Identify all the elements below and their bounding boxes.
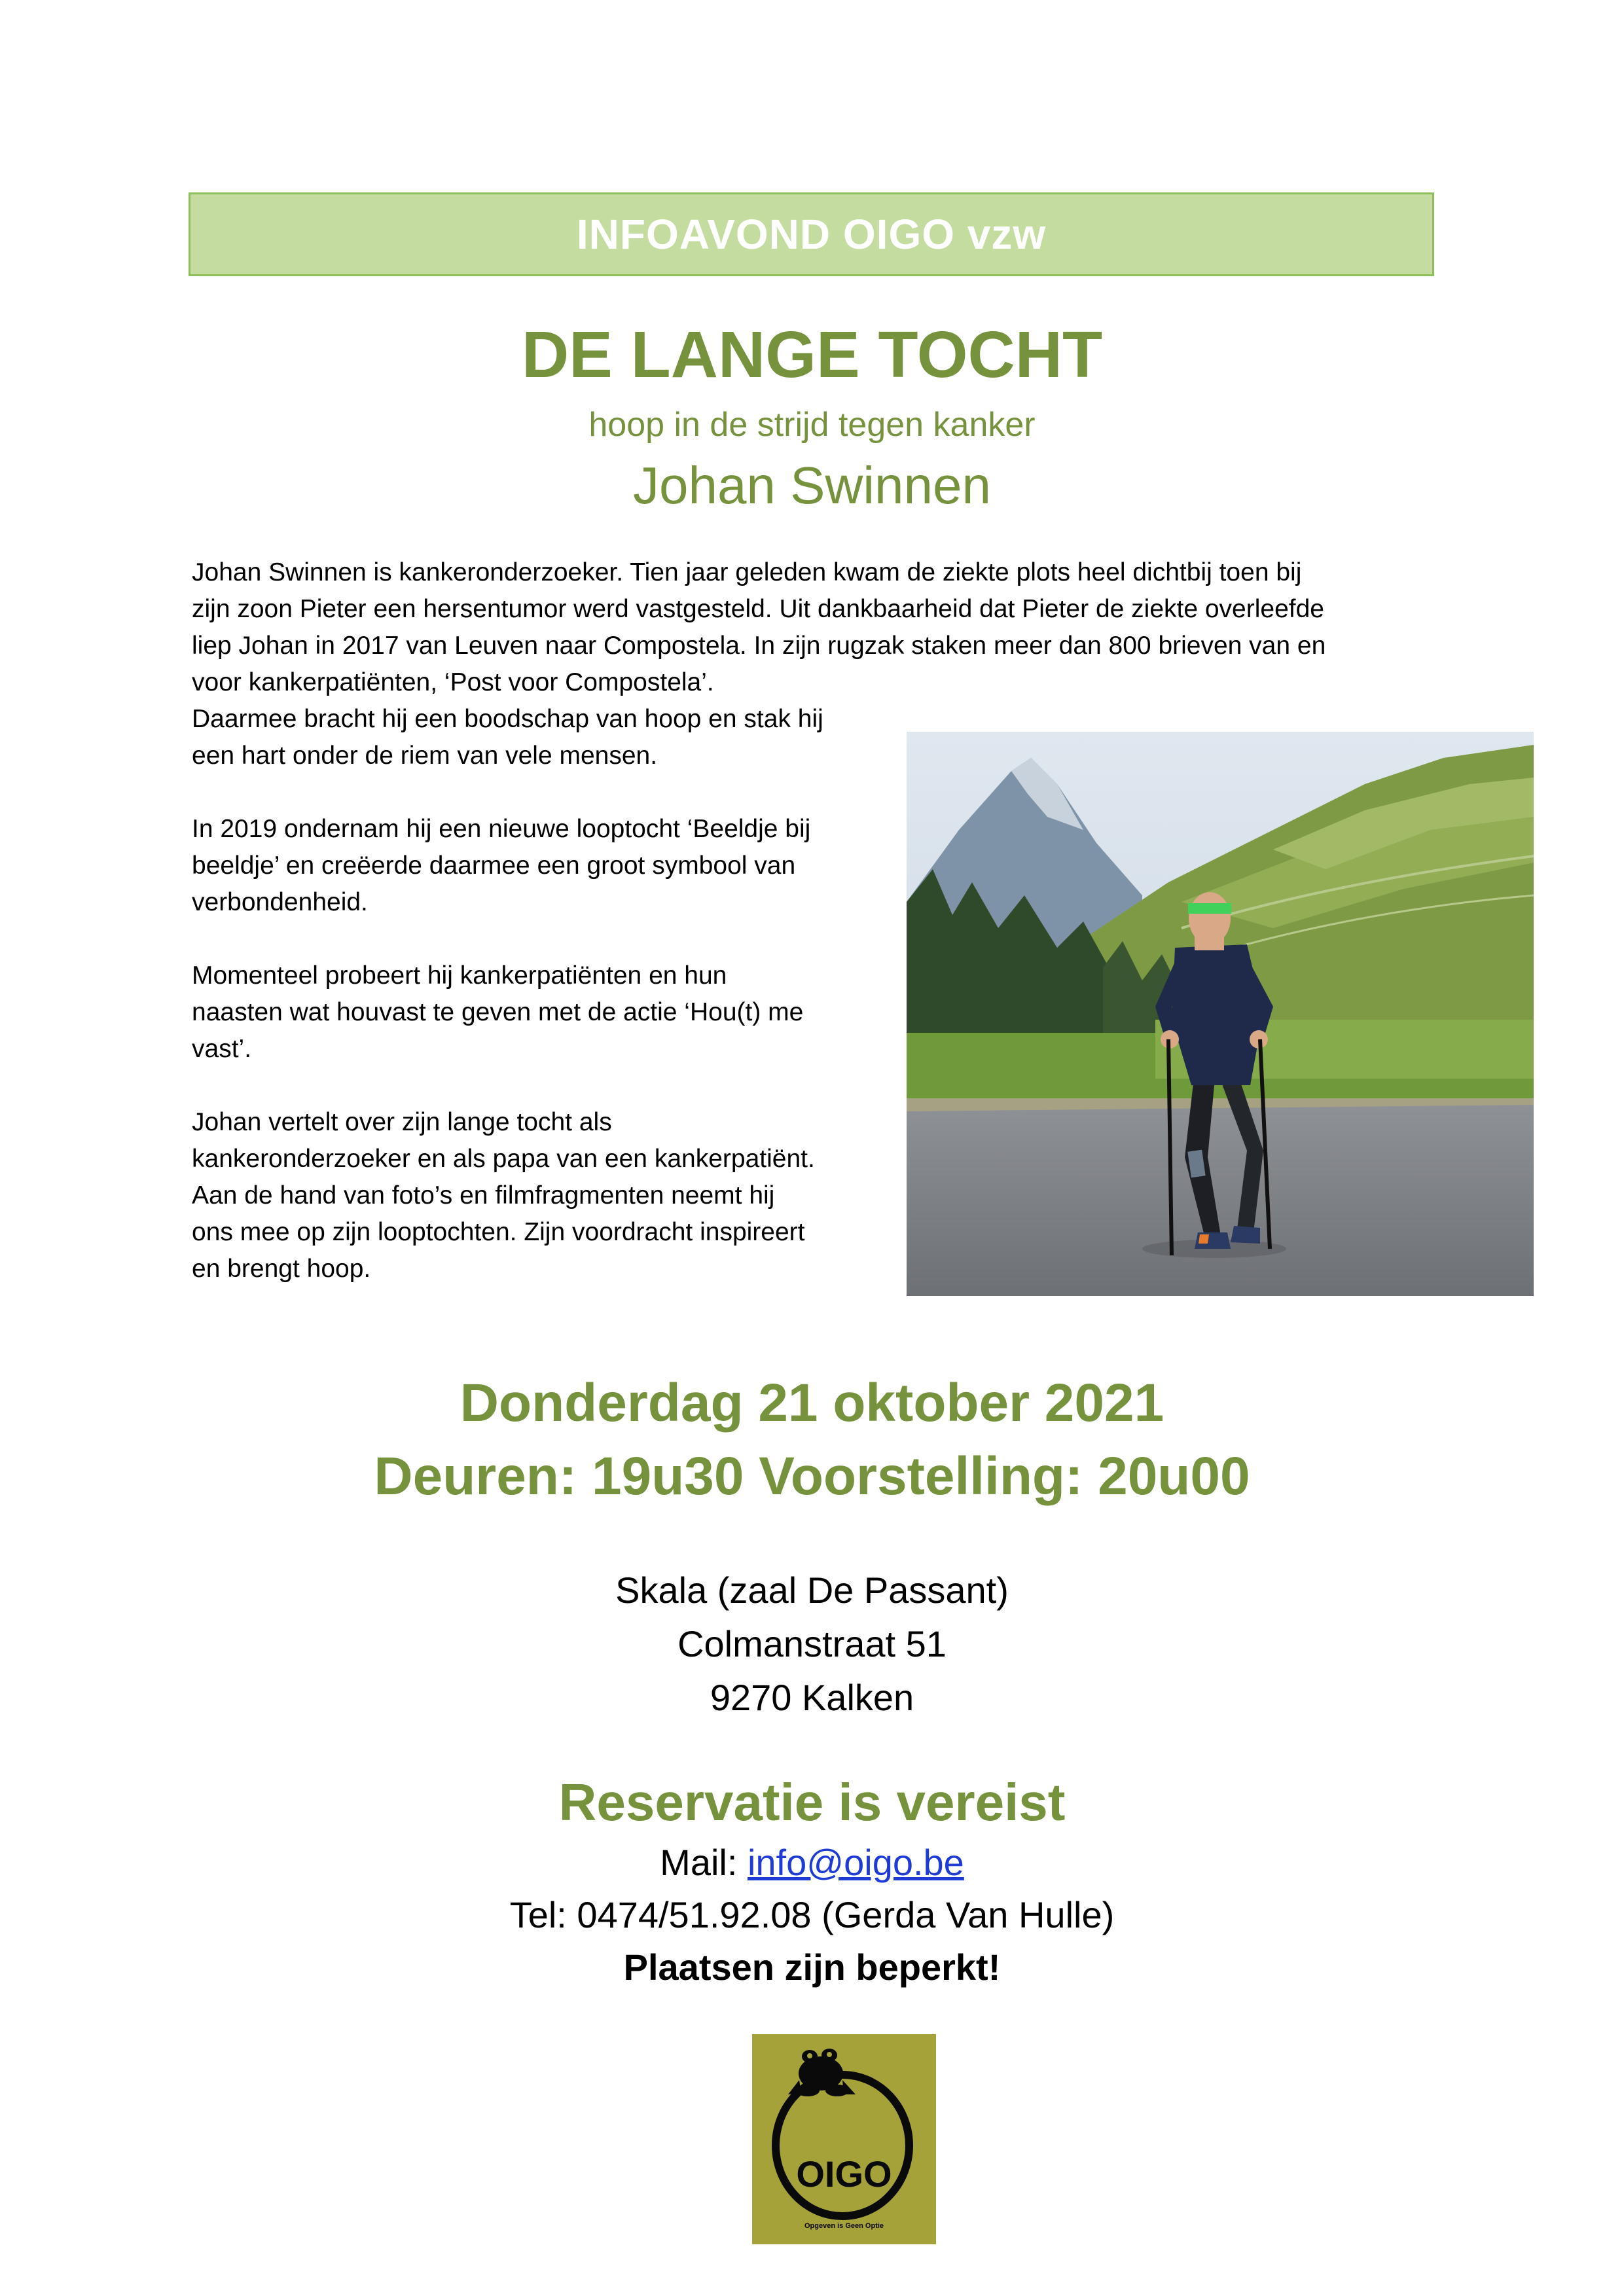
story-line: Aan de hand van foto’s en filmfragmenten neemt hij <box>192 1181 775 1210</box>
story-line: een hart onder de riem van vele mensen. <box>192 742 658 770</box>
page-title: DE LANGE TOCHT <box>521 318 1103 391</box>
story-line: Johan vertelt over zijn lange tocht als <box>192 1108 612 1136</box>
story-paragraph <box>192 811 886 921</box>
venue-city: 9270 Kalken <box>710 1677 914 1718</box>
story-line: In 2019 ondernam hij een nieuwe looptocht ‘Beeldje bij <box>192 815 811 843</box>
page-subtitle: hoop in de strijd tegen kanker <box>588 406 1036 444</box>
event-date: Donderdag 21 oktober 2021 <box>460 1373 1164 1433</box>
banner-text: INFOAVOND OIGO vzw <box>576 211 1047 258</box>
limited-seats-notice: Plaatsen zijn beperkt! <box>623 1946 1001 1988</box>
story-line: ons mee op zijn looptochten. Zijn voordracht inspireert <box>192 1218 805 1246</box>
mail-line <box>0 1837 1624 1889</box>
mail-link[interactable]: info@oigo.be <box>747 1842 964 1883</box>
story-line: Daarmee bracht hij een boodschap van hoop en stak hij <box>192 705 823 733</box>
story-line: beeldje’ en creëerde daarmee een groot symbool van <box>192 852 796 880</box>
intro-paragraph <box>192 554 1435 701</box>
story-paragraph <box>192 1104 886 1287</box>
phone-line: Tel: 0474/51.92.08 (Gerda Van Hulle) <box>509 1894 1115 1935</box>
header-banner <box>189 192 1434 276</box>
intro-line: Johan Swinnen is kankeronderzoeker. Tien jaar geleden kwam de ziekte plots heel dichtbij toen bij <box>192 558 1302 586</box>
logo-tagline: Opgeven is Geen Optie <box>804 2222 884 2230</box>
venue-street: Colmanstraat 51 <box>677 1623 947 1664</box>
event-times: Deuren: 19u30 Voorstelling: 20u00 <box>374 1446 1250 1506</box>
story-paragraph <box>192 958 886 1067</box>
walker-photo <box>907 732 1534 1296</box>
story-line: vast’. <box>192 1035 252 1063</box>
story-line: en brengt hoop. <box>192 1255 371 1283</box>
speaker-name: Johan Swinnen <box>632 456 992 514</box>
intro-line: zijn zoon Pieter een hersentumor werd vastgesteld. Uit dankbaarheid dat Pieter de ziekte overleefde <box>192 595 1324 623</box>
oigo-logo <box>752 2034 936 2244</box>
intro-line: liep Johan in 2017 van Leuven naar Compostela. In zijn rugzak staken meer dan 800 brieven van en <box>192 632 1326 660</box>
story-line: Momenteel probeert hij kankerpatiënten en hun <box>192 961 727 990</box>
venue-address <box>0 1564 1624 1725</box>
story-line: naasten wat houvast te geven met de actie ‘Hou(t) me <box>192 998 804 1026</box>
reservation-contact <box>0 1837 1624 1994</box>
story-line: kankeronderzoeker en als papa van een kankerpatiënt. <box>192 1145 815 1173</box>
reservation-heading: Reservatie is vereist <box>558 1773 1066 1831</box>
story-line: verbondenheid. <box>192 888 368 916</box>
intro-line: voor kankerpatiënten, ‘Post voor Compostela’. <box>192 668 714 696</box>
story-column <box>192 701 886 1324</box>
mail-label: Mail: <box>660 1842 748 1883</box>
story-paragraph <box>192 701 886 774</box>
logo-text: OIGO <box>796 2153 892 2195</box>
event-date-block <box>0 1367 1624 1513</box>
venue-name: Skala (zaal De Passant) <box>615 1570 1009 1611</box>
